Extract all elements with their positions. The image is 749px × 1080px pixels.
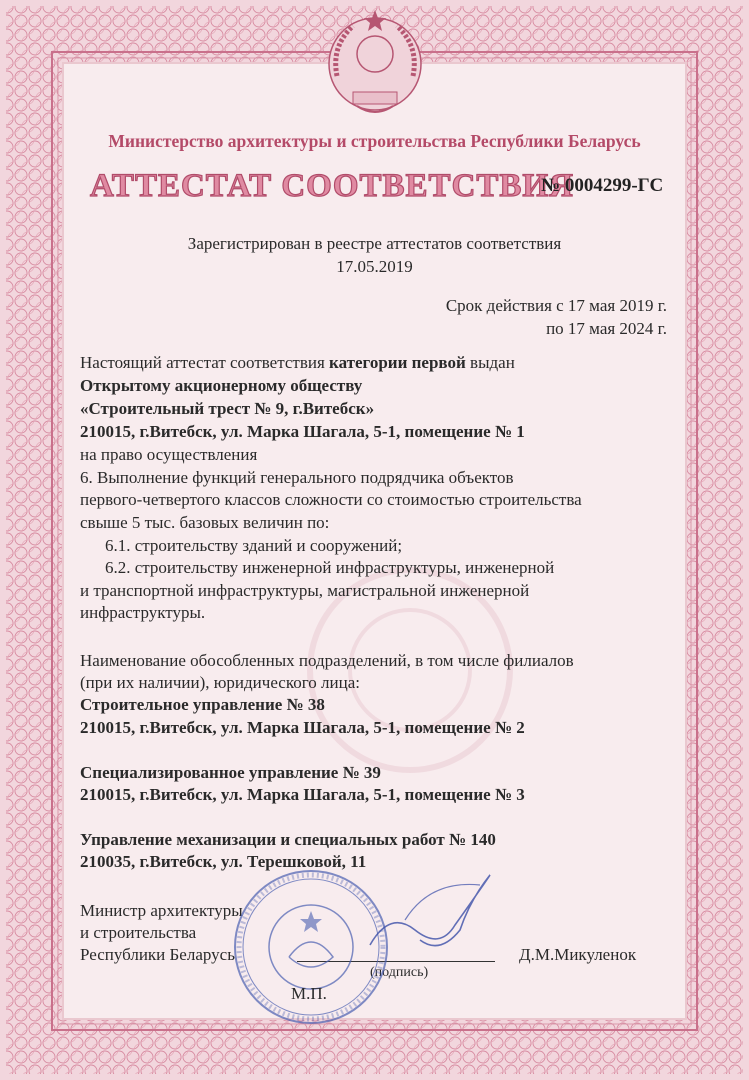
division-name: Управление механизации и специальных работ № 140 <box>80 830 496 849</box>
stamp-label: М.П. <box>291 984 327 1003</box>
signer-role-2: и строительства <box>80 923 197 942</box>
ministry-name: Министерство архитектуры и строительства Республики Беларусь <box>108 131 641 151</box>
work-item-2-line-2: и транспортной инфраструктуры, магистральной инженерной <box>80 581 530 600</box>
division-address: 210015, г.Витебск, ул. Марка Шагала, 5-1, помещение № 2 <box>80 718 525 737</box>
validity-from: Срок действия с 17 мая 2019 г. <box>445 296 667 315</box>
signature-scribble-icon <box>360 870 500 960</box>
signer-role-1: Министр архитектуры <box>80 901 243 920</box>
org-address: 210015, г.Витебск, ул. Марка Шагала, 5-1, помещение № 1 <box>80 422 525 441</box>
division-name: Специализированное управление № 39 <box>80 763 381 782</box>
work-item-1: 6.1. строительству зданий и сооружений; <box>105 536 403 555</box>
work-item-2-line-3: инфраструктуры. <box>80 603 206 622</box>
issued-category: категории первой <box>329 353 466 372</box>
signer-name: Д.М.Микуленок <box>519 945 637 964</box>
work-line-3: свыше 5 тыс. базовых величин по: <box>80 513 330 532</box>
registration-line: Зарегистрирован в реестре аттестатов соответствия <box>187 234 562 253</box>
division-name: Строительное управление № 38 <box>80 695 325 714</box>
signer-role-3: Республики Беларусь <box>80 945 235 964</box>
divisions-intro-2: (при их наличии), юридического лица: <box>80 673 360 692</box>
validity-to: по 17 мая 2024 г. <box>546 319 667 338</box>
work-line-1: 6. Выполнение функций генерального подрядчика объектов <box>80 468 514 487</box>
registration-date: 17.05.2019 <box>336 257 413 276</box>
issued-intro <box>80 352 515 374</box>
org-line-1: Открытому акционерному обществу <box>80 376 363 395</box>
work-item-2-line-1: 6.2. строительству инженерной инфраструктуры, инженерной <box>105 558 555 577</box>
org-line-2: «Строительный трест № 9, г.Витебск» <box>80 399 375 418</box>
issued-intro-suffix: выдан <box>470 353 515 372</box>
right-label: на право осуществления <box>80 445 258 464</box>
certificate-title: АТТЕСТАТ СООТВЕТСТВИЯ <box>90 168 574 204</box>
signature-label: (подпись) <box>370 965 429 980</box>
division-address: 210035, г.Витебск, ул. Терешковой, 11 <box>80 852 367 871</box>
belarus-emblem-icon <box>323 6 427 120</box>
issued-intro-prefix: Настоящий аттестат соответствия <box>80 353 325 372</box>
certificate-number: № 0004299-ГС <box>541 175 664 196</box>
divisions-intro-1: Наименование обособленных подразделений, в том числе филиалов <box>80 651 574 670</box>
division-address: 210015, г.Витебск, ул. Марка Шагала, 5-1, помещение № 3 <box>80 785 525 804</box>
work-line-2: первого-четвертого классов сложности со стоимостью строительства <box>80 490 582 509</box>
